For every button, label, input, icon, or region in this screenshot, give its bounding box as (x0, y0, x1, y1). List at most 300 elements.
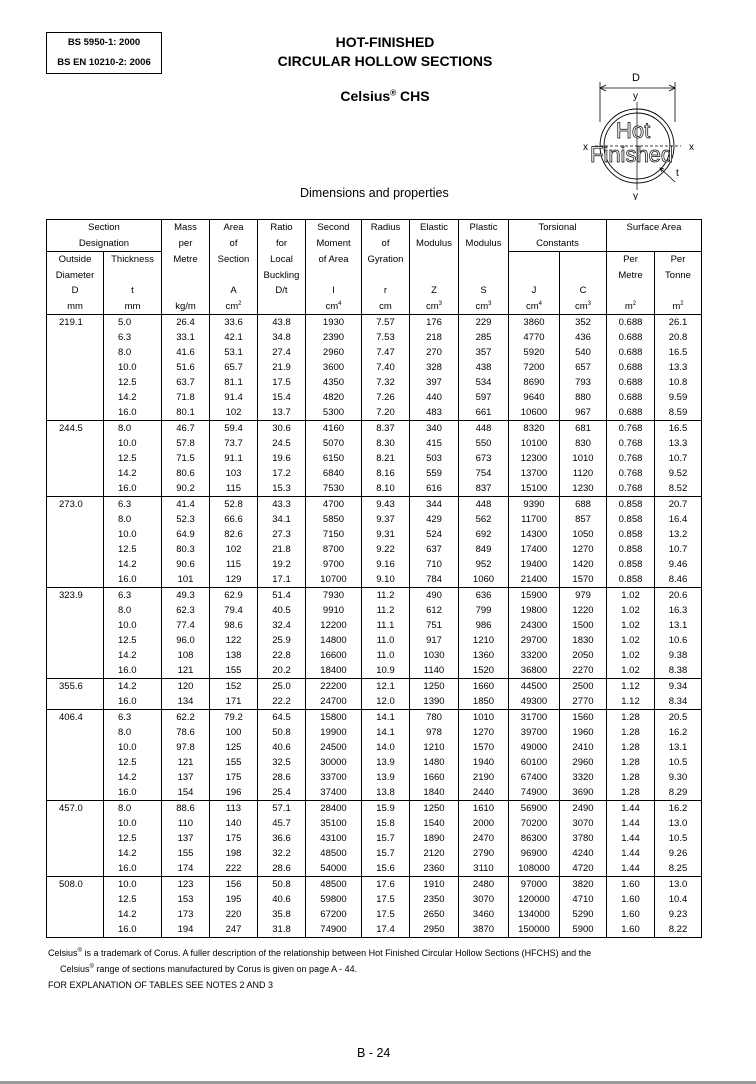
header-symbol-r: r (362, 283, 410, 299)
header-section-designation: Section (47, 220, 162, 236)
table-cell: 285 (459, 330, 509, 345)
table-cell: 5300 (306, 405, 362, 421)
table-cell: 174 (162, 861, 210, 877)
table-row (47, 770, 702, 785)
table-cell: 2270 (560, 663, 607, 679)
table-cell: 30000 (306, 755, 362, 770)
table-cell: 6840 (306, 466, 362, 481)
table-cell: 4710 (560, 892, 607, 907)
table-cell: 96900 (509, 846, 560, 861)
table-cell: 7.32 (362, 375, 410, 390)
svg-text:y: y (633, 91, 638, 102)
header-mass-3: Metre (162, 252, 210, 268)
table-cell: 10.0 (104, 436, 162, 451)
table-cell: 15.9 (362, 801, 410, 817)
table-cell: 1010 (560, 451, 607, 466)
table-cell: 218 (410, 330, 459, 345)
table-cell: 46.7 (162, 421, 210, 437)
table-cell: 2050 (560, 648, 607, 663)
table-cell: 91.4 (210, 390, 258, 405)
table-row (47, 603, 702, 618)
table-cell: 436 (560, 330, 607, 345)
table-cell: 12.1 (362, 679, 410, 695)
header-plastic-3 (459, 252, 509, 268)
table-cell: 1.44 (607, 846, 655, 861)
unit-text: m (624, 300, 633, 312)
table-cell: 24500 (306, 740, 362, 755)
table-cell: 429 (410, 512, 459, 527)
table-cell: 16.0 (104, 572, 162, 588)
table-cell: 8.30 (362, 436, 410, 451)
table-cell: 3110 (459, 861, 509, 877)
table-cell: 8700 (306, 542, 362, 557)
table-cell: 12.5 (104, 542, 162, 557)
header-c-blank (560, 268, 607, 284)
table-cell: 63.7 (162, 375, 210, 390)
unit-text: cm (475, 300, 489, 312)
table-cell: 2390 (306, 330, 362, 345)
header-unit-per-tonne (655, 299, 702, 315)
page-subtitle (230, 88, 540, 104)
table-cell: 32.2 (258, 846, 306, 861)
table-cell: 222 (210, 861, 258, 877)
table-cell: 967 (560, 405, 607, 421)
table-cell: 17.1 (258, 572, 306, 588)
table-cell: 28400 (306, 801, 362, 817)
table-cell: 16.2 (655, 725, 702, 740)
outside-diameter-cell: 355.6 (47, 679, 104, 710)
table-cell: 8.0 (104, 421, 162, 437)
table-cell: 120000 (509, 892, 560, 907)
table-cell: 10.7 (655, 542, 702, 557)
table-cell: 8.21 (362, 451, 410, 466)
table-cell: 24300 (509, 618, 560, 633)
page-title-line1: HOT-FINISHED (335, 34, 435, 50)
registered-mark: ® (89, 964, 94, 970)
table-cell: 21.9 (258, 360, 306, 375)
table-cell: 1930 (306, 315, 362, 331)
table-cell: 559 (410, 466, 459, 481)
header-second-moment-blank (306, 268, 362, 284)
product-type: CHS (396, 88, 430, 104)
table-cell: 6.3 (104, 330, 162, 345)
table-cell: 19800 (509, 603, 560, 618)
table-cell: 9.23 (655, 907, 702, 922)
table-cell: 11.2 (362, 588, 410, 604)
table-cell: 1850 (459, 694, 509, 710)
header-per-tonne: Per (655, 252, 702, 268)
table-cell: 10.0 (104, 877, 162, 893)
table-cell: 5900 (560, 922, 607, 938)
table-cell: 115 (210, 557, 258, 572)
table-cell: 7.26 (362, 390, 410, 405)
table-cell: 138 (210, 648, 258, 663)
table-cell: 1570 (560, 572, 607, 588)
table-cell: 90.6 (162, 557, 210, 572)
outside-diameter-cell: 273.0 (47, 497, 104, 588)
table-cell: 16.0 (104, 481, 162, 497)
table-cell: 2770 (560, 694, 607, 710)
table-cell: 415 (410, 436, 459, 451)
table-cell: 7.57 (362, 315, 410, 331)
table-cell: 50.8 (258, 877, 306, 893)
table-cell: 140 (210, 816, 258, 831)
table-cell: 352 (560, 315, 607, 331)
table-cell: 9910 (306, 603, 362, 618)
table-cell: 137 (162, 770, 210, 785)
header-surface-area: Surface Area (607, 220, 702, 236)
table-cell: 44500 (509, 679, 560, 695)
header-mass-blank (162, 268, 210, 284)
table-cell: 2190 (459, 770, 509, 785)
table-cell: 0.688 (607, 360, 655, 375)
table-cell: 17400 (509, 542, 560, 557)
table-cell: 5850 (306, 512, 362, 527)
table-cell: 17.6 (362, 877, 410, 893)
table-cell: 1140 (410, 663, 459, 679)
table-cell: 0.768 (607, 451, 655, 466)
table-cell: 16.3 (655, 603, 702, 618)
table-cell: 657 (560, 360, 607, 375)
table-cell: 15100 (509, 481, 560, 497)
table-cell: 74900 (509, 785, 560, 801)
table-cell: 100 (210, 725, 258, 740)
table-cell: 16600 (306, 648, 362, 663)
table-cell: 2960 (560, 755, 607, 770)
header-radius-blank (362, 268, 410, 284)
table-cell: 7530 (306, 481, 362, 497)
registered-mark: ® (77, 948, 82, 954)
header-radius-2: of (362, 236, 410, 252)
unit-exponent: 2 (238, 300, 242, 307)
header-radius: Radius (362, 220, 410, 236)
table-cell: 16.5 (655, 421, 702, 437)
table-cell: 22.8 (258, 648, 306, 663)
outside-diameter-cell: 323.9 (47, 588, 104, 679)
table-cell: 62.9 (210, 588, 258, 604)
table-cell: 62.2 (162, 710, 210, 726)
header-symbol-a: A (210, 283, 258, 299)
header-j-blank (509, 268, 560, 284)
table-cell: 0.768 (607, 466, 655, 481)
table-cell: 4770 (509, 330, 560, 345)
table-cell: 49000 (509, 740, 560, 755)
table-cell: 137 (162, 831, 210, 846)
table-cell: 1.44 (607, 801, 655, 817)
table-cell: 14.1 (362, 710, 410, 726)
table-cell: 122 (210, 633, 258, 648)
standard-bsen10210: BS EN 10210-2: 2006 (57, 57, 151, 68)
table-cell: 13700 (509, 466, 560, 481)
header-per-tonne-2: Tonne (655, 268, 702, 284)
header-torsional-c-blank (560, 252, 607, 268)
table-row (47, 588, 702, 604)
table-cell: 2950 (410, 922, 459, 938)
table-cell: 637 (410, 542, 459, 557)
brand-name: Celsius (60, 964, 90, 974)
table-cell: 24.5 (258, 436, 306, 451)
header-per-metre: Per (607, 252, 655, 268)
table-cell: 9.26 (655, 846, 702, 861)
header-ratio-4: Buckling (258, 268, 306, 284)
table-cell: 101 (162, 572, 210, 588)
table-cell: 1.44 (607, 816, 655, 831)
table-cell: 65.7 (210, 360, 258, 375)
table-cell: 1210 (459, 633, 509, 648)
table-cell: 20.8 (655, 330, 702, 345)
table-cell: 173 (162, 907, 210, 922)
table-cell: 14.2 (104, 390, 162, 405)
table-cell: 8.25 (655, 861, 702, 877)
table-cell: 1.60 (607, 922, 655, 938)
table-cell: 9.38 (655, 648, 702, 663)
table-cell: 0.858 (607, 527, 655, 542)
table-cell: 3600 (306, 360, 362, 375)
table-cell: 3690 (560, 785, 607, 801)
header-second-moment-2: Moment (306, 236, 362, 252)
table-cell: 357 (459, 345, 509, 360)
table-cell: 3780 (560, 831, 607, 846)
table-cell: 6150 (306, 451, 362, 466)
table-cell: 10.0 (104, 740, 162, 755)
table-cell: 10600 (509, 405, 560, 421)
table-cell: 270 (410, 345, 459, 360)
table-row (47, 466, 702, 481)
table-cell: 438 (459, 360, 509, 375)
table-cell: 14.2 (104, 846, 162, 861)
table-cell: 13.2 (655, 527, 702, 542)
table-row (47, 846, 702, 861)
table-row (47, 648, 702, 663)
table-cell: 8.0 (104, 603, 162, 618)
table-cell: 9.31 (362, 527, 410, 542)
table-cell: 20.6 (655, 588, 702, 604)
standard-bs5950: BS 5950-1: 2000 (67, 37, 141, 48)
table-cell: 57.8 (162, 436, 210, 451)
table-cell: 1420 (560, 557, 607, 572)
table-cell: 10.6 (655, 633, 702, 648)
header-surface-area-2 (607, 236, 702, 252)
table-cell: 26.1 (655, 315, 702, 331)
table-cell: 1890 (410, 831, 459, 846)
table-cell: 33700 (306, 770, 362, 785)
table-cell: 64.9 (162, 527, 210, 542)
table-cell: 16.0 (104, 861, 162, 877)
table-cell: 19.6 (258, 451, 306, 466)
table-cell: 524 (410, 527, 459, 542)
table-cell: 171 (210, 694, 258, 710)
table-cell: 986 (459, 618, 509, 633)
header-area-blank (210, 268, 258, 284)
table-cell: 115 (210, 481, 258, 497)
table-cell: 9.37 (362, 512, 410, 527)
table-cell: 62.3 (162, 603, 210, 618)
table-cell: 10.0 (104, 527, 162, 542)
table-cell: 40.6 (258, 740, 306, 755)
table-cell: 16.0 (104, 405, 162, 421)
header-unit-t: mm (104, 299, 162, 315)
table-cell: 14300 (509, 527, 560, 542)
table-cell: 1.12 (607, 694, 655, 710)
table-cell: 51.4 (258, 588, 306, 604)
table-row (47, 345, 702, 360)
table-cell: 3320 (560, 770, 607, 785)
table-cell: 36800 (509, 663, 560, 679)
table-cell: 448 (459, 421, 509, 437)
table-cell: 1.28 (607, 740, 655, 755)
table-cell: 8.34 (655, 694, 702, 710)
unit-exponent: 3 (488, 300, 492, 307)
table-cell: 340 (410, 421, 459, 437)
table-cell: 16.0 (104, 663, 162, 679)
table-cell: 616 (410, 481, 459, 497)
table-cell: 4820 (306, 390, 362, 405)
table-cell: 22.2 (258, 694, 306, 710)
table-body (47, 315, 702, 938)
note-text: is a trademark of Corus. A fuller description of the relationship between Hot Finished Circular Hollow Sections (HFCHS) and the (81, 948, 592, 958)
table-cell: 88.6 (162, 801, 210, 817)
table-cell: 64.5 (258, 710, 306, 726)
unit-exponent: 4 (538, 300, 542, 307)
table-cell: 175 (210, 831, 258, 846)
table-cell: 28.6 (258, 770, 306, 785)
table-cell: 77.4 (162, 618, 210, 633)
unit-text: m (672, 300, 681, 312)
table-cell: 1960 (560, 725, 607, 740)
header-symbol-t: t (104, 283, 162, 299)
header-thickness: Thickness (104, 252, 162, 268)
table-cell: 1010 (459, 710, 509, 726)
table-cell: 4720 (560, 861, 607, 877)
table-cell: 2410 (560, 740, 607, 755)
header-mass: Mass (162, 220, 210, 236)
table-cell: 15.6 (362, 861, 410, 877)
table-row (47, 816, 702, 831)
table-cell: 979 (560, 588, 607, 604)
table-cell: 1220 (560, 603, 607, 618)
chs-section-diagram (578, 68, 708, 200)
table-cell: 33.1 (162, 330, 210, 345)
header-unit-plastic (459, 299, 509, 315)
table-row (47, 801, 702, 817)
table-cell: 2000 (459, 816, 509, 831)
table-cell: 32.4 (258, 618, 306, 633)
table-cell: 503 (410, 451, 459, 466)
table-cell: 1270 (459, 725, 509, 740)
header-outside-diameter: Outside (47, 252, 104, 268)
table-cell: 73.7 (210, 436, 258, 451)
table-cell: 14.2 (104, 679, 162, 695)
table-cell: 11.0 (362, 648, 410, 663)
table-cell: 48500 (306, 877, 362, 893)
table-cell: 2120 (410, 846, 459, 861)
table-cell: 10.8 (655, 375, 702, 390)
table-cell: 108 (162, 648, 210, 663)
table-cell: 1840 (410, 785, 459, 801)
table-cell: 7.40 (362, 360, 410, 375)
table-cell: 40.6 (258, 892, 306, 907)
table-cell: 8690 (509, 375, 560, 390)
table-cell: 1.28 (607, 770, 655, 785)
table-cell: 3870 (459, 922, 509, 938)
table-cell: 45.7 (258, 816, 306, 831)
outside-diameter-cell: 244.5 (47, 421, 104, 497)
table-cell: 10700 (306, 572, 362, 588)
table-cell: 5290 (560, 907, 607, 922)
header-ratio-3: Local (258, 252, 306, 268)
table-cell: 2470 (459, 831, 509, 846)
header-torsional-j-blank (509, 252, 560, 268)
table-cell: 79.2 (210, 710, 258, 726)
table-row (47, 527, 702, 542)
table-cell: 1480 (410, 755, 459, 770)
table-cell: 1660 (459, 679, 509, 695)
table-cell: 103 (210, 466, 258, 481)
table-cell: 1230 (560, 481, 607, 497)
brand-name: Celsius (340, 88, 391, 104)
table-cell: 220 (210, 907, 258, 922)
table-cell: 123 (162, 877, 210, 893)
table-row (47, 785, 702, 801)
table-cell: 0.768 (607, 421, 655, 437)
table-cell: 52.8 (210, 497, 258, 513)
table-cell: 0.858 (607, 572, 655, 588)
table-cell: 9.22 (362, 542, 410, 557)
table-cell: 7.20 (362, 405, 410, 421)
table-cell: 70200 (509, 816, 560, 831)
table-cell: 86300 (509, 831, 560, 846)
table-cell: 67200 (306, 907, 362, 922)
table-cell: 0.858 (607, 542, 655, 557)
table-cell: 150000 (509, 922, 560, 938)
header-unit-radius: cm (362, 299, 410, 315)
header-unit-c (560, 299, 607, 315)
unit-text: cm (325, 300, 339, 312)
table-cell: 7.47 (362, 345, 410, 360)
table-cell: 10.0 (104, 618, 162, 633)
table-cell: 56900 (509, 801, 560, 817)
table-cell: 12.5 (104, 892, 162, 907)
table-cell: 10.0 (104, 816, 162, 831)
table-cell: 15900 (509, 588, 560, 604)
table-cell: 14.2 (104, 907, 162, 922)
table-cell: 7200 (509, 360, 560, 375)
table-cell: 21.8 (258, 542, 306, 557)
table-cell: 4240 (560, 846, 607, 861)
header-plastic-blank (459, 268, 509, 284)
table-cell: 13.7 (258, 405, 306, 421)
table-cell: 154 (162, 785, 210, 801)
table-cell: 1210 (410, 740, 459, 755)
header-symbol-dt: D/t (258, 283, 306, 299)
header-symbol-c: C (560, 283, 607, 299)
table-cell: 53.1 (210, 345, 258, 360)
table-cell: 90.2 (162, 481, 210, 497)
table-cell: 12.5 (104, 633, 162, 648)
table-cell: 1.02 (607, 633, 655, 648)
table-cell: 6.3 (104, 497, 162, 513)
header-symbol-i: I (306, 283, 362, 299)
table-cell: 16.0 (104, 785, 162, 801)
table-cell: 66.6 (210, 512, 258, 527)
table-cell: 784 (410, 572, 459, 588)
table-cell: 59.4 (210, 421, 258, 437)
table-row (47, 542, 702, 557)
table-row (47, 557, 702, 572)
table-cell: 799 (459, 603, 509, 618)
table-cell: 0.858 (607, 557, 655, 572)
table-cell: 1.28 (607, 725, 655, 740)
